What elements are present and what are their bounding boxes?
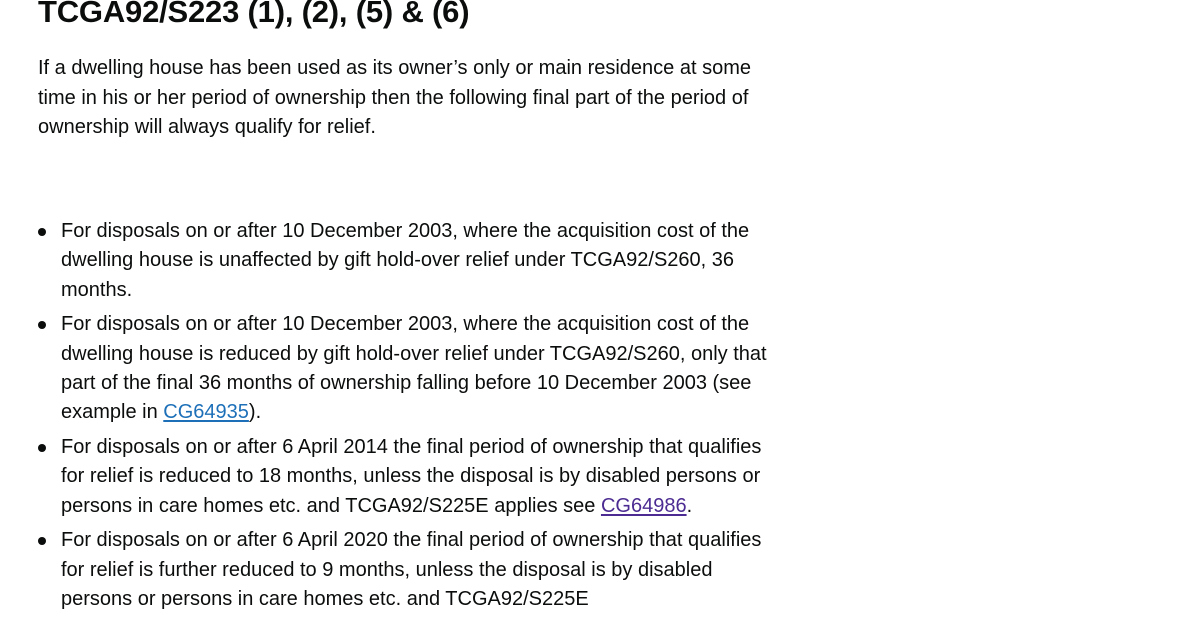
cg64935-link[interactable]: CG64935 — [163, 401, 249, 424]
cg64986-link[interactable]: CG64986 — [600, 494, 687, 517]
list-item-text — [61, 433, 781, 521]
list-item — [38, 526, 783, 614]
list-item-text: For disposals on or after 6 April 2020 the final period of ownership that qualifies for relief is further reduced to 9 months, unless the disposal is by disabled persons or persons in care homes etc. and TCGA92/S225E — [61, 529, 762, 611]
bullet-icon — [38, 444, 46, 452]
bullet-icon — [38, 321, 46, 329]
list-item-text-before: For disposals on or after 10 December 2003, where the acquisition cost of the dwelling house is reduced by gift hold-over relief under TCGA92/S260, only that part of the final 36 months of ownership falling before 10 December 2003 (see example in — [61, 313, 767, 424]
bullet-icon — [38, 537, 46, 545]
list-item-text-after: ). — [248, 401, 262, 424]
list-item — [38, 310, 783, 427]
list-item-text-before: For disposals on or after 6 April 2014 the final period of ownership that qualifies for relief is reduced to 18 months, unless the disposal is by disabled persons or persons in care homes etc. and TCGA92/S225E applies see — [61, 436, 762, 517]
bullet-list — [38, 217, 783, 620]
bullet-icon — [38, 228, 46, 236]
list-item — [38, 217, 783, 305]
list-item-text — [61, 310, 781, 427]
intro-paragraph: If a dwelling house has been used as its owner’s only or main residence at some time in his or her period of ownership then the following final part of the period of ownership will always qualify for relief. — [38, 57, 751, 138]
list-item-text-after: . — [686, 494, 693, 517]
list-item-text: For disposals on or after 10 December 2003, where the acquisition cost of the dwelling house is unaffected by gift hold-over relief under TCGA92/S260, 36 months. — [61, 220, 750, 301]
section-heading: TCGA92/S223 (1), (2), (5) & (6) — [38, 0, 470, 29]
list-item — [38, 433, 783, 521]
